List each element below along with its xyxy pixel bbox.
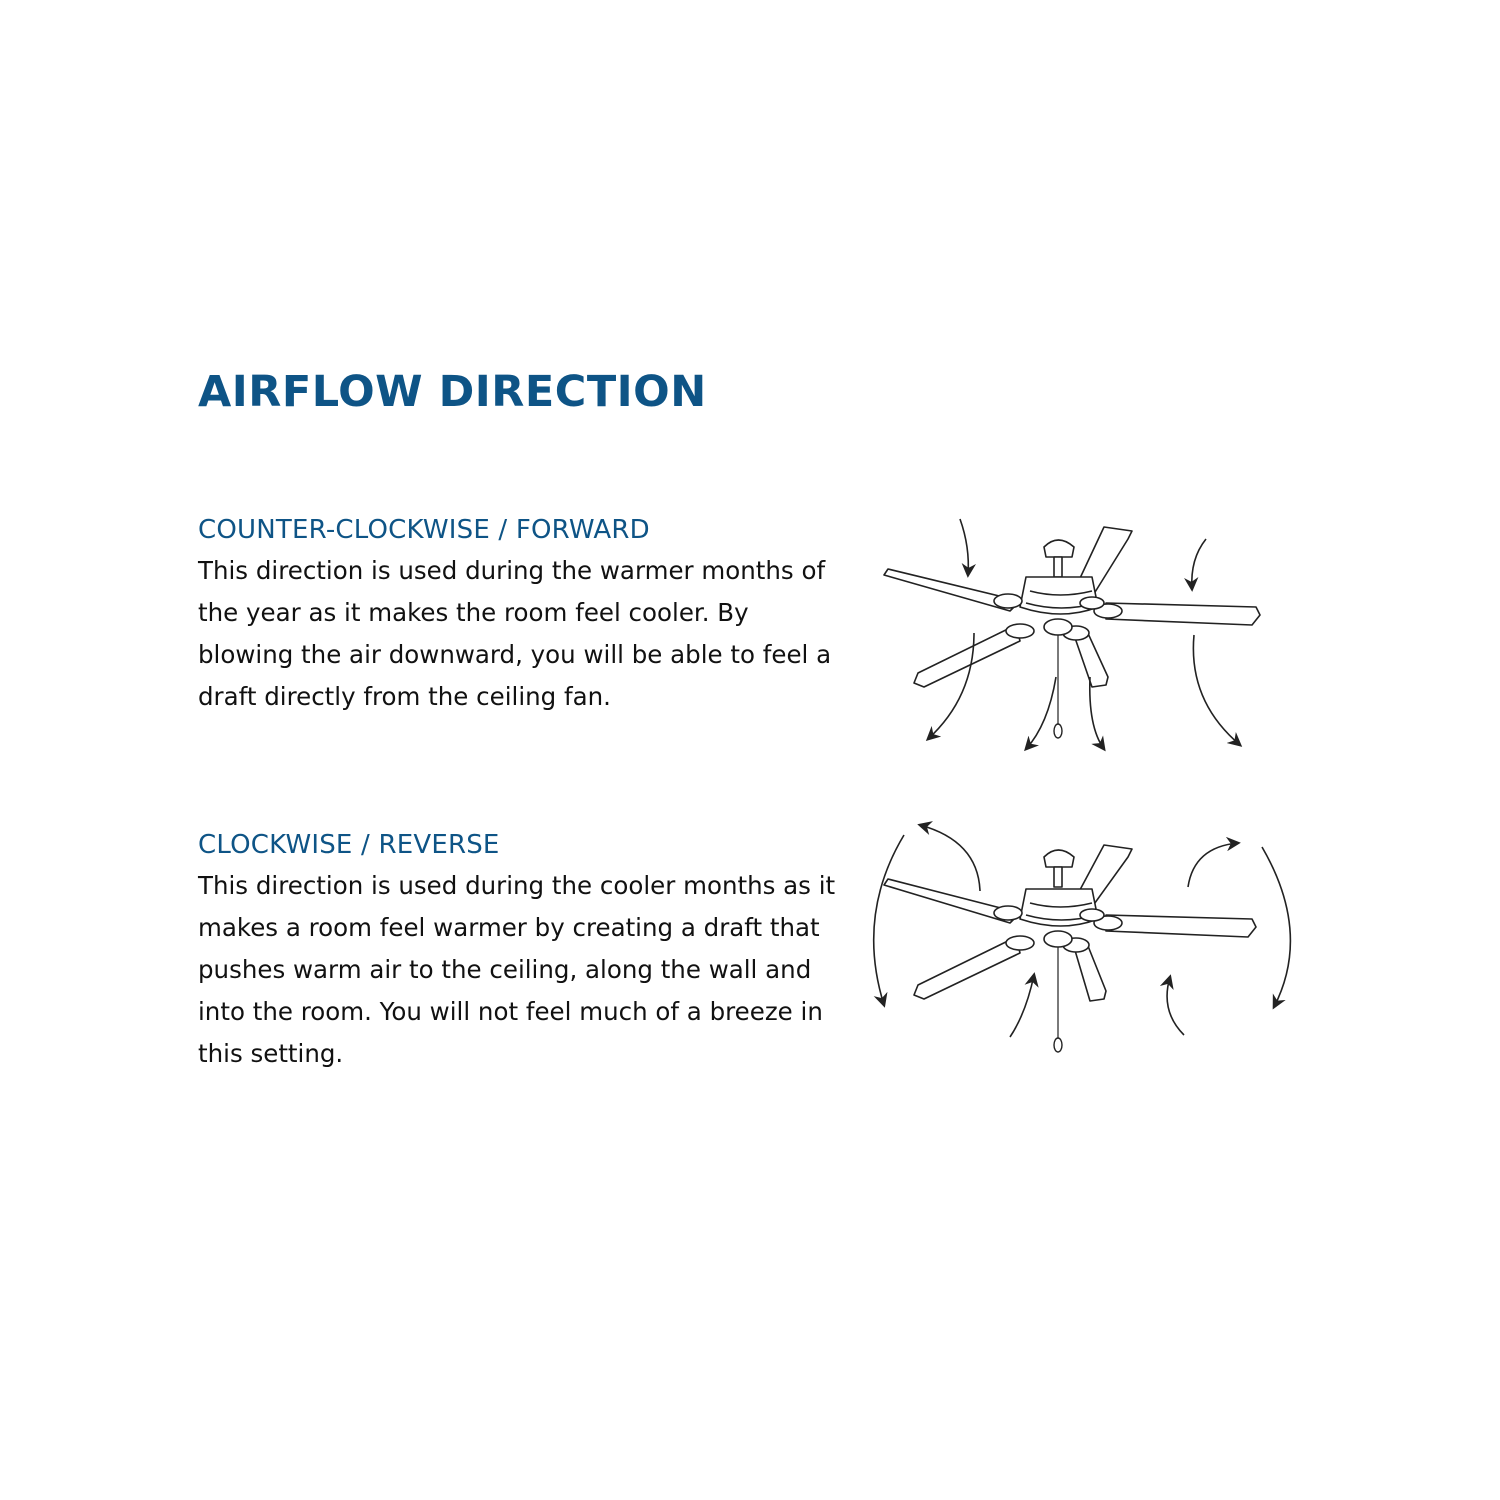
section-body-reverse: This direction is used during the cooler months as it makes a room feel warmer by creating a draft that pushes warm air to the ceiling, along the wall and into the room. You will not feel much of a breeze in this setting. bbox=[198, 871, 836, 1068]
section-heading-forward: COUNTER-CLOCKWISE / FORWARD bbox=[198, 515, 650, 545]
ceiling-fan-downward-airflow-illustration bbox=[860, 505, 1280, 765]
section-body-forward: This direction is used during the warmer months of the year as it makes the room feel cooler. By blowing the air downward, you will be able to feel a draft directly from the ceiling fan. bbox=[198, 556, 832, 711]
page-title: AIRFLOW DIRECTION bbox=[198, 367, 707, 417]
section-reverse bbox=[198, 825, 838, 1075]
section-heading-reverse: CLOCKWISE / REVERSE bbox=[198, 830, 500, 860]
section-forward bbox=[198, 510, 838, 718]
ceiling-fan-upward-airflow-illustration bbox=[850, 815, 1300, 1060]
